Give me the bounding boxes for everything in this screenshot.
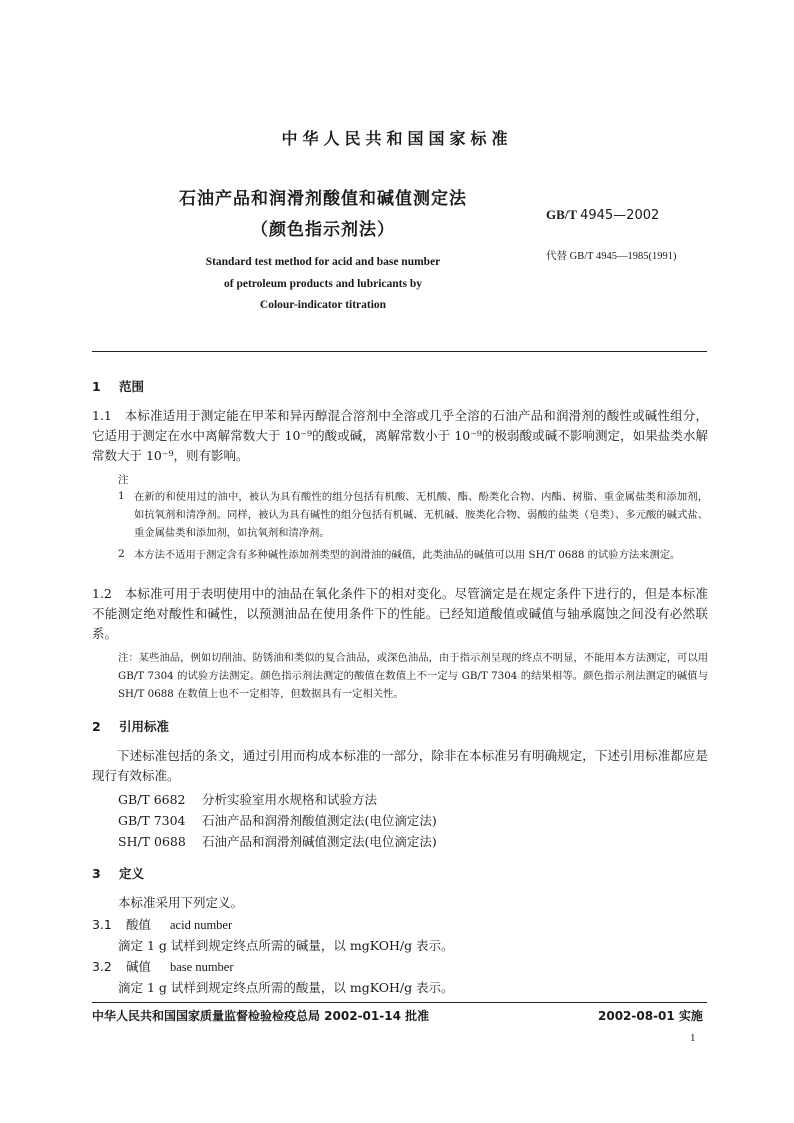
reference-title: 石油产品和润滑剂碱值测定法(电位滴定法) bbox=[202, 834, 437, 849]
english-title-line-3: Colour-indicator titration bbox=[259, 299, 387, 311]
section-3-intro: 本标准采用下列定义。 bbox=[118, 895, 244, 910]
section-1-heading bbox=[92, 377, 144, 395]
reference-code: GB/T 6682 bbox=[118, 792, 186, 807]
replaces-standard: 代替 GB/T 4945—1985(1991) bbox=[546, 251, 677, 262]
effective-date: 2002-08-01 实施 bbox=[598, 1009, 703, 1023]
footer-divider bbox=[92, 1002, 707, 1003]
note-1-number: 1 bbox=[118, 490, 125, 502]
section-2-intro: 下述标准包括的条文，通过引用而构成本标准的一部分，除非在本标准另有明确规定，下述引用标准都应是现行有效标准。 bbox=[92, 748, 708, 783]
document-subtitle: （颜色指示剂法） bbox=[251, 220, 395, 240]
reference-title: 分析实验室用水规格和试验方法 bbox=[202, 792, 378, 807]
definition-3-2-english: base number bbox=[170, 960, 234, 974]
note-1: 在新的和使用过的油中，被认为具有酸性的组分包括有机酸、无机酸、酯、酚类化合物、内酯、树脂、重金属盐类和添加剂，如抗氧剂和清净剂。同样，被认为具有碱性的组分包括有机碱、无机碱、胺类化合物、弱酸的盐类（皂类）、多元酸的碱式盐、重金属盐类和添加剂，如抗氧剂和清净剂。 bbox=[134, 491, 708, 539]
reference-title: 石油产品和润滑剂酸值测定法(电位滴定法) bbox=[202, 813, 437, 828]
reference-code: SH/T 0688 bbox=[118, 834, 186, 849]
definition-3-2-heading bbox=[92, 957, 234, 975]
reference-list-item bbox=[118, 811, 437, 829]
definition-3-1-heading bbox=[92, 915, 232, 933]
definition-3-1-term: 酸值 bbox=[126, 917, 152, 932]
definition-3-2-number: 3.2 bbox=[92, 959, 112, 974]
section-1-title: 范围 bbox=[119, 379, 145, 394]
definition-3-1-text: 滴定 1 g 试样到规定终点所需的碱量，以 mgKOH/g 表示。 bbox=[118, 938, 454, 953]
standard-code-prefix: GB/T bbox=[546, 207, 581, 222]
section-3-heading bbox=[92, 864, 144, 882]
clause-1-1: 1.1 本标准适用于测定能在甲苯和异丙醇混合溶剂中全溶或几乎全溶的石油产品和润滑剂的酸性或碱性组分，它适用于测定在水中离解常数大于 10⁻⁹的酸或碱，离解常数小于 10⁻⁹的极弱酸或碱不影响测定，如果盐类水解常数大于 10⁻⁹，则有影响。 bbox=[92, 408, 708, 463]
reference-list-item bbox=[118, 832, 437, 850]
standard-code-number: 4945—2002 bbox=[580, 208, 660, 223]
definition-3-2-text: 滴定 1 g 试样到规定终点所需的酸量，以 mgKOH/g 表示。 bbox=[118, 980, 454, 995]
note-2: 本方法不适用于测定含有多种碱性添加剂类型的润滑油的碱值，此类油品的碱值可以用 SH/T 0688 的试验方法来测定。 bbox=[134, 549, 681, 561]
header-divider bbox=[92, 351, 707, 352]
note-3: 注：某些油品，例如切削油、防锈油和类似的复合油品，或深色油品，由于指示剂呈现的终点不明显，不能用本方法测定，可以用 GB/T 7304 的试验方法测定。颜色指示剂法测定的酸值在数值上不一定与 GB/T 7304 的结果相等。颜色指示剂法测定的碱值与 SH/T 0688 在数值上也不一定相等，但数据具有一定相关性。 bbox=[118, 652, 708, 700]
page-number: 1 bbox=[690, 1032, 696, 1044]
definition-3-2-term: 碱值 bbox=[126, 959, 152, 974]
section-2-title: 引用标准 bbox=[119, 719, 170, 734]
section-2-number: 2 bbox=[92, 719, 101, 734]
standard-code bbox=[546, 207, 659, 223]
document-title: 石油产品和润滑剂酸值和碱值测定法 bbox=[179, 189, 467, 209]
national-standard-heading: 中华人民共和国国家标准 bbox=[281, 129, 513, 148]
note-label: 注 bbox=[118, 474, 129, 486]
note-2-number: 2 bbox=[118, 548, 125, 560]
reference-list-item bbox=[118, 790, 377, 808]
section-3-number: 3 bbox=[92, 866, 101, 881]
approval-statement: 中华人民共和国国家质量监督检验检疫总局 2002-01-14 批准 bbox=[92, 1009, 430, 1023]
reference-code: GB/T 7304 bbox=[118, 813, 186, 828]
definition-3-1-number: 3.1 bbox=[92, 917, 112, 932]
clause-1-2: 1.2 本标准可用于表明使用中的油品在氧化条件下的相对变化。尽管滴定是在规定条件下进行的，但是本标准不能测定绝对酸性和碱性，以预测油品在使用条件下的性能。已经知道酸值或碱值与轴承腐蚀之间没有必然联系。 bbox=[92, 586, 708, 641]
english-title-line-1: Standard test method for acid and base number bbox=[205, 256, 441, 268]
english-title-line-2: of petroleum products and lubricants by bbox=[224, 278, 422, 290]
section-1-number: 1 bbox=[92, 379, 101, 394]
definition-3-1-english: acid number bbox=[170, 918, 233, 932]
section-2-heading bbox=[92, 717, 169, 735]
section-3-title: 定义 bbox=[119, 866, 145, 881]
